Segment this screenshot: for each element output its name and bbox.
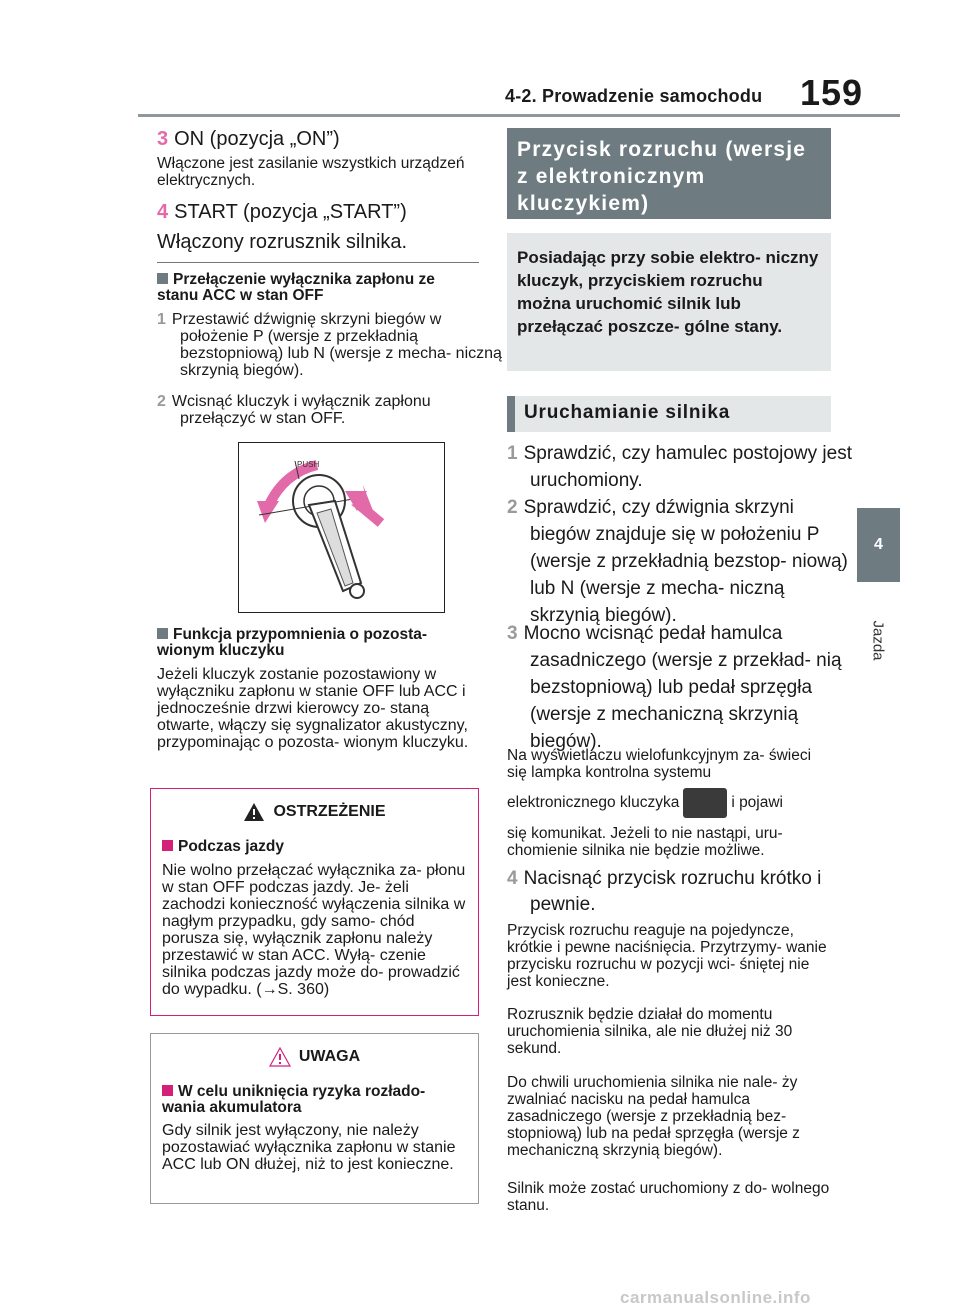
start-step-3: 3 Mocno wcisnąć pedał hamulca zasadniczego (wersje z przekład- nią bezstopniową) lub pedał sprzęgła (wersje z mechaniczną skrzynią biegów). [507,623,842,752]
step-4-note-3: Do chwili uruchomienia silnika nie nale- ży zwalniać nacisku na pedał hamulca zasadniczego (wersje z przekładnią bez- stopniową) lub na pedał sprzęgła (wersje z mechaniczną skrzynią biegów). [507,1074,800,1159]
warning-header: OSTRZEŻENIE [151,789,478,834]
notice-header: UWAGA [151,1034,478,1079]
start-step-1: 1 Sprawdzić, czy hamulec postojowy jest uruchomiony. [507,443,852,491]
intro-box: Posiadając przy sobie elektro- niczny kluczyk, przyciskiem rozruchu można uruchomić silnik lub przełączać poszcze- gólne stany. [507,233,831,371]
main-heading: Przycisk rozruchu (wersje z elektronicznym kluczykiem) [507,128,831,219]
watermark: carmanualsonline.info [620,1288,811,1307]
section-title: 4-2. Prowadzenie samochodu [505,86,763,106]
step-3-note-b: elektronicznego kluczyka i pojawi [507,788,831,818]
key-switch-drawing [239,443,444,612]
step-4-description: Włączony rozrusznik silnika. [157,231,408,253]
switch-step-2: 2 Wcisnąć kluczyk i wyłącznik zapłonu przełączyć w stan OFF. [157,393,431,427]
switch-heading: Przełączenie wyłącznika zapłonu ze stanu ACC w stan OFF [157,271,435,304]
step-3-description: Włączone jest zasilanie wszystkich urządzeń elektrycznych. [157,155,465,189]
step-3-note-a: Na wyświetlaczu wielofunkcyjnym za- świeci się lampka kontrolna systemu [507,747,812,781]
notice-heading: W celu uniknięcia ryzyka rozłado- wania akumulatora [162,1083,426,1116]
warning-icon [243,802,265,822]
reminder-text: Jeżeli kluczyk zostanie pozostawiony w wyłączniku zapłonu w stanie OFF lub ACC i jednocześnie drzwi kierowcy zo- staną otwarte, włączy się sygnalizator akustyczny, przypominając o pozosta- wionym kluczyku. [157,666,469,751]
section-heading: Uruchamianie silnika [507,396,831,432]
step-3: 3 ON (pozycja „ON”) [157,128,340,150]
smart-key-indicator-icon [683,788,727,818]
switch-step-1: 1 Przestawić dźwignię skrzyni biegów w położenie P (wersje z przekładnią bezstopniową) lub N (wersje z mecha- niczną skrzynią biegów). [157,311,502,379]
start-step-2: 2 Sprawdzić, czy dźwignia skrzyni biegów znajduje się w położeniu P (wersje z przekładnią bezstop- niową) lub N (wersje z mecha- niczną skrzynią biegów). [507,497,848,626]
notice-text: Gdy silnik jest wyłączony, nie należy pozostawiać wyłącznika zapłonu w stanie ACC lub ON dłużej, niż to jest konieczne. [162,1122,456,1173]
step-4-note-2: Rozrusznik będzie działał do momentu uruchomienia silnika, ale nie dłużej niż 30 sekund. [507,1006,793,1057]
reminder-heading: Funkcja przypomnienia o pozosta- wionym kluczyku [157,626,428,659]
page-number: 159 [800,72,864,113]
push-label: PUSH [297,460,320,469]
start-step-4: 4 Nacisnąć przycisk rozruchu krótko i pewnie. [507,868,822,915]
warning-text: Nie wolno przełączać wyłącznika za- płonu w stan OFF podczas jazdy. Je- żeli zachodzi konieczność wyłączenia silnika w nagłym przypadku, gdy samo- chód porusza się, wyłącznik zapłonu należy przestawić w stan ACC. Wyłą- czenie silnika podczas jazdy może do- prowadzić do wypadku. (→S. 360) [162,862,466,998]
left-divider [157,262,479,263]
step-4-note-1: Przycisk rozruchu reaguje na pojedyncze, krótkie i pewne naciśnięcia. Przytrzymy- wanie przycisku rozruchu w pozycji wci- śniętej nie jest konieczne. [507,922,827,990]
warning-heading: Podczas jazdy [162,839,472,855]
notice-box [150,1033,479,1204]
warning-box [150,788,479,1016]
header-divider [138,114,900,117]
caution-icon [269,1047,291,1067]
step-4-note-4: Silnik może zostać uruchomiony z do- wolnego stanu. [507,1180,830,1214]
chapter-tab: 4 [857,508,900,582]
ignition-key-illustration [238,442,445,613]
chapter-label: Jazda [870,619,887,661]
step-4: 4 START (pozycja „START”) [157,201,407,223]
step-3-note-c: się komunikat. Jeżeli to nie nastąpi, uru- chomienie silnika nie będzie możliwe. [507,825,783,859]
